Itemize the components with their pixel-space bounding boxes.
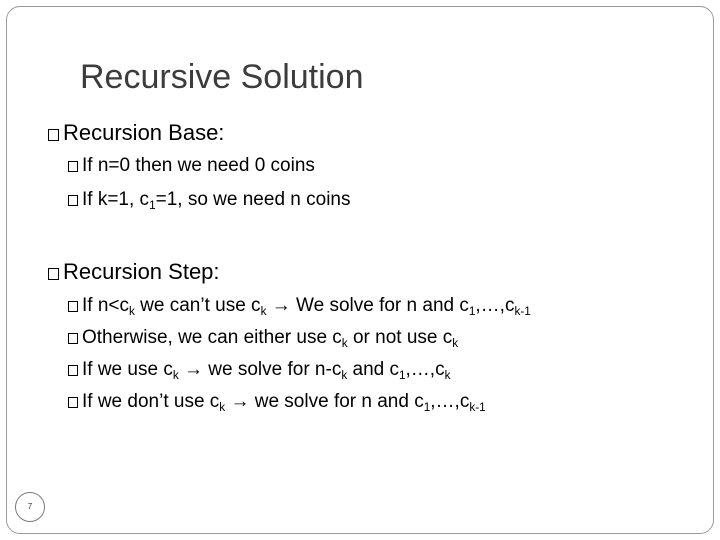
list-item: If n=0 then we need 0 coins: [68, 155, 315, 177]
square-bullet-icon: [68, 365, 78, 376]
square-bullet-icon: [68, 333, 78, 344]
square-bullet-icon: [68, 397, 78, 408]
square-bullet-icon: [68, 161, 78, 172]
list-item: If we don’t use $c_k$ → we solve for n and $c_1,\dots,c_{k-1}$: [68, 391, 486, 413]
section-heading-recursion-step: Recursion Step:: [48, 259, 220, 285]
square-bullet-icon: [48, 129, 59, 141]
list-item: If $n<c_k$ we can’t use $c_k \to We$ solve for n and $c_1,\dots,c_{k-1}$: [68, 295, 531, 317]
section-heading-recursion-base: Recursion Base:: [48, 120, 224, 146]
list-item: If k=1, $c_1=1$, so we need n coins: [68, 189, 351, 211]
square-bullet-icon: [68, 301, 78, 312]
list-item: If we use $c_k$ → we solve for $n-c_k$ and $c_1,\dots,c_k$: [68, 359, 450, 381]
square-bullet-icon: [68, 195, 78, 206]
page-number: 7: [15, 492, 45, 522]
square-bullet-icon: [48, 268, 59, 280]
list-item: Otherwise, we can either use $c_k$ or not use $c_k$: [68, 327, 458, 349]
slide-title: Recursive Solution: [80, 58, 364, 96]
